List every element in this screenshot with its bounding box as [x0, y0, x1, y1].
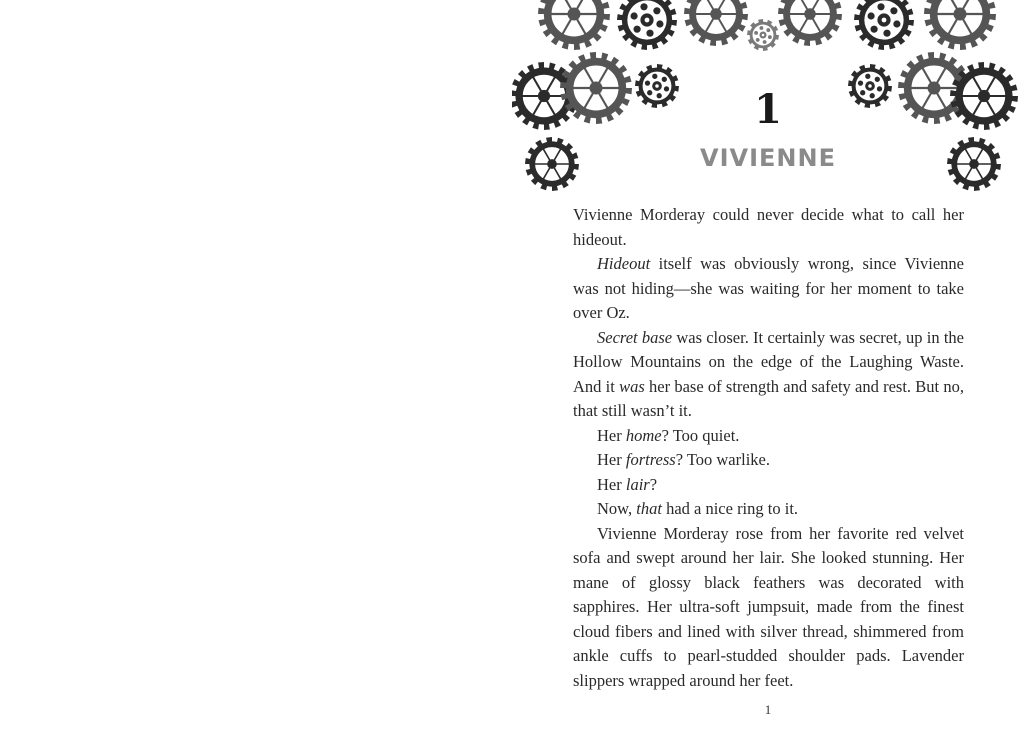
paragraph: Her home? Too quiet.: [597, 425, 740, 445]
gear-icon: [617, 0, 677, 50]
gear-icon: [854, 0, 914, 50]
gear-icon: [538, 0, 610, 50]
paragraph: Secret base was closer. It certainly was secret, up in the Hollow Mountains on the edge of the Laughing Waste. And it was her base of strength and safety and rest. But no, that still wasn’t it.: [573, 327, 965, 420]
paragraph: Her lair?: [597, 474, 658, 494]
gear-icon: [684, 0, 748, 46]
chapter-number: 1: [754, 86, 782, 133]
gear-icon: [778, 0, 842, 46]
chapter-body-text: [573, 203, 964, 693]
gear-icon: [747, 19, 779, 51]
paragraph: Hideout itself was obviously wrong, since Vivienne was not hiding—she was waiting for her moment to take over Oz.: [573, 254, 964, 322]
paragraph: Vivienne Morderay rose from her favorite red velvet sofa and swept around her lair. She looked stunning. Her mane of glossy black feathers was decorated with sapphires. Her ultra-soft jumpsuit, made from the finest cloud fibers and lined with silver thread, shimmered from ankle cuffs to pearl-studded shoulder pads. Lavender slippers wrapped around her feet.: [573, 523, 964, 690]
paragraph: Now, that had a nice ring to it.: [597, 499, 799, 518]
page-number: 1: [764, 702, 772, 717]
paragraph: Vivienne Morderay could never decide what to call her hideout.: [573, 205, 964, 249]
paragraph: Her fortress? Too warlike.: [597, 450, 770, 469]
chapter-title: VIVIENNE: [700, 144, 836, 172]
right-page: [512, 0, 1024, 747]
gear-icon: [924, 0, 996, 50]
